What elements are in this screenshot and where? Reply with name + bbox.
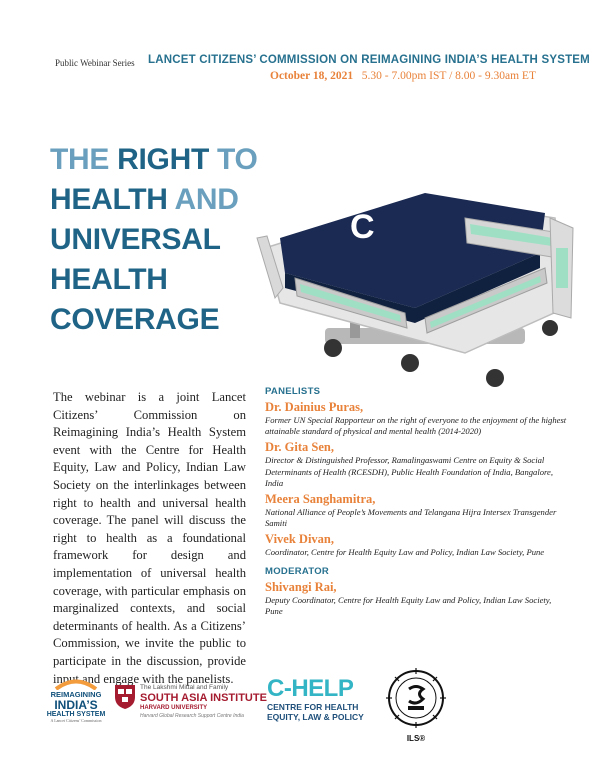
description-text: The webinar is a joint Lancet Citizens’ Commission on Reimagining India’s Health System event with the Centre for Health Equity, Law and Policy, Indian Law Society on the interlinkages between right to health and universal health coverage. The panel will discuss the right to health as a foundational framework for design and implementation of universal health coverage, with particular emphasis on marginalized contexts, and social determinants of health. As a Citizens’ Commission, we invite the public to participate in the discussion, provide input and engage with the panelists.	[53, 390, 246, 686]
panelist-name: Vivek Divan,	[265, 532, 334, 547]
event-datetime	[270, 70, 536, 82]
event-time: 5.30 - 7.00pm IST / 8.00 - 9.30am ET	[361, 70, 536, 82]
title-line-4: HEALTH	[50, 263, 168, 296]
commission-title: LANCET CITIZENS’ COMMISSION ON REIMAGINING INDIA’S HEALTH SYSTEM	[148, 54, 590, 66]
hospital-bed-image	[255, 178, 575, 393]
logo-text: HEALTH SYSTEM	[46, 711, 106, 718]
harvard-shield-icon	[114, 684, 136, 710]
panelist	[265, 440, 570, 489]
title-word-right: RIGHT	[117, 143, 209, 176]
panelists-heading: PANELISTS	[265, 386, 321, 397]
wheel	[486, 369, 504, 387]
title-line-5: COVERAGE	[50, 303, 220, 336]
title-line-1	[50, 140, 290, 180]
panelist-role: National Alliance of People’s Movements and Telangana Hijra Intersex Transgender Samiti	[265, 507, 557, 529]
panelist	[265, 532, 570, 558]
panelist-role: Coordinator, Centre for Health Equity Law and Policy, Indian Law Society, Pune	[265, 547, 545, 558]
footboard-accent	[556, 248, 568, 288]
panelist	[265, 492, 570, 529]
moderator-heading: MODERATOR	[265, 565, 330, 577]
title-word-to: TO	[208, 143, 258, 176]
logo-text: Harvard Global Research Support Centre India	[140, 713, 244, 719]
moderator-role: Deputy Coordinator, Centre for Health Equity Law and Policy, Indian Law Society, Pune	[265, 594, 552, 616]
title-word-health: HEALTH	[50, 183, 168, 216]
logo-text: INDIA’S	[54, 698, 98, 712]
logo-text: C-HELP	[267, 675, 354, 702]
ils-logo	[386, 662, 446, 748]
harvard-sai-logo	[114, 684, 267, 724]
mattress-logo: C	[350, 208, 375, 246]
wheel	[401, 354, 419, 372]
series-label: Public Webinar Series	[55, 58, 135, 68]
title-word-the: THE	[50, 143, 118, 176]
speakers-section	[265, 386, 570, 620]
logo-text: SOUTH ASIA INSTITUTE	[140, 692, 267, 704]
title-word-and: AND	[167, 183, 239, 216]
moderator	[265, 580, 570, 617]
logo-text: REIMAGINING	[50, 690, 102, 699]
ils-emblem-icon	[386, 662, 446, 734]
page-title	[50, 140, 290, 340]
panelist-name: Dr. Gita Sen,	[265, 440, 334, 455]
logo-tagline: A Lancet Citizens’ Commission	[50, 718, 102, 723]
logo-text: CENTRE FOR HEALTH	[267, 702, 359, 712]
panelist-role: Director & Distinguished Professor, Ramalingaswami Centre on Equity & Social Determinants of Health (RCESDH), Public Health Foundation of India, Bangalore, India	[265, 455, 554, 488]
panelist-name: Meera Sanghamitra,	[265, 492, 376, 507]
event-date: October 18, 2021	[270, 70, 354, 82]
wheel	[324, 339, 342, 357]
logo-text: The Lakshmi Mittal and Family	[140, 684, 229, 691]
panelist-name: Dr. Dainius Puras,	[265, 400, 364, 414]
logo-text: EQUITY, LAW & POLICY	[267, 712, 364, 722]
reimagining-india-logo	[44, 678, 108, 723]
wheel	[542, 320, 558, 336]
title-line-3: UNIVERSAL	[50, 223, 221, 256]
chelp-logo	[267, 676, 367, 722]
panelist	[265, 400, 570, 437]
logo-text: HARVARD UNIVERSITY	[140, 705, 208, 711]
moderator-name: Shivangi Rai,	[265, 579, 337, 594]
arc-icon	[54, 678, 98, 690]
title-line-2	[50, 180, 290, 220]
ils-label: ILS®	[406, 734, 426, 743]
panelist-role: Former UN Special Rapporteur on the right of everyone to the enjoyment of the highest attainable standard of physical and mental health (2014-2020)	[265, 415, 567, 437]
